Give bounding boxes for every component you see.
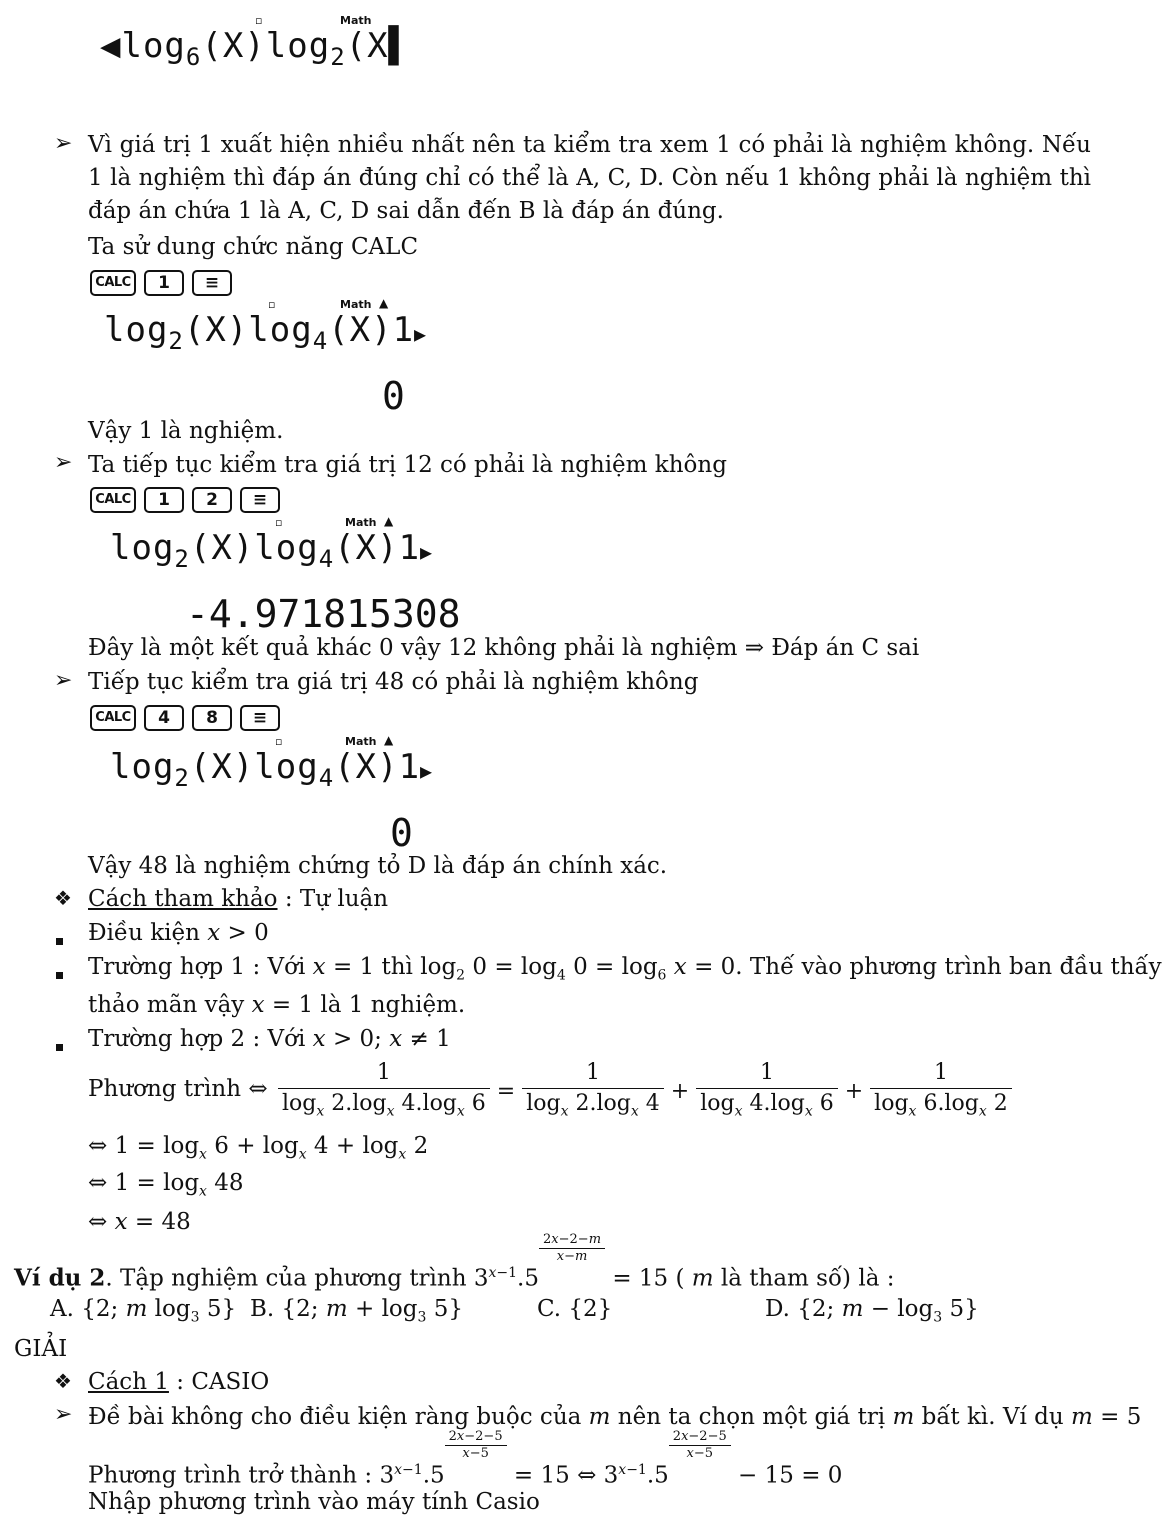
calc-key: CALC	[90, 270, 136, 296]
option-b: B. {2; $m + \log_3 5$}	[250, 1296, 463, 1326]
indicator-math: Math	[345, 735, 377, 748]
right-arrow-icon: ▶	[420, 540, 434, 564]
paragraph-5: Phương trình trở thành : $3^{x-1}.5$ $^{\frac{2x-2-5}{x-5}}$ = 15 ⇔ $3^{x-1}.5$ $^{\frac{2x-2-5}{x-5}}$ − 15 = 0	[88, 1429, 843, 1489]
up-arrow-icon: ▲	[384, 514, 394, 528]
paragraph-6: Nhập phương trình vào máy tính Casio	[88, 1489, 540, 1515]
arrow-bullet-icon: ➢	[54, 668, 73, 693]
cursor-icon: ▌	[388, 26, 411, 66]
indicator-box-icon: ▫	[268, 298, 276, 311]
square-bullet-icon	[56, 930, 63, 949]
solution-heading: GIẢI	[14, 1336, 68, 1362]
case-1-line-2: thảo mãn vậy x = 1 là 1 nghiệm.	[88, 992, 466, 1018]
indicator-math: Math	[345, 516, 377, 529]
option-d: D. {2; $m - \log_3 5$}	[765, 1296, 979, 1326]
screen-3-conclusion: Đây là một kết quả khác 0 vậy 12 không phải là nghiệm ⇒ Đáp án C sai	[88, 635, 920, 661]
reference-heading: Cách tham khảo : Tự luận	[88, 886, 389, 912]
calc-key: CALC	[90, 705, 136, 731]
condition-line: Điều kiện x > 0	[88, 920, 269, 946]
fraction-rhs-1: $\frac{1}{\log_x 2.\log_x 4}$	[522, 1058, 664, 1126]
screen-3-result: -4.971815308	[186, 592, 461, 636]
indicator-box-icon: ▫	[275, 735, 283, 748]
diamond-bullet-icon: ❖	[54, 1369, 72, 1393]
screen-4-result: 0	[390, 811, 413, 855]
key-4: 4	[144, 705, 184, 731]
equals-key: ≡	[192, 270, 232, 296]
calculator-screen-3: $\log_2(X)\log_4(X)1▶$	[110, 528, 434, 573]
arrow-bullet-icon: ➢	[54, 450, 73, 475]
key-2: 2	[192, 487, 232, 513]
right-arrow-icon: ▶	[414, 322, 428, 346]
up-arrow-icon: ▲	[379, 296, 389, 310]
fraction-rhs-3: $\frac{1}{\log_x 6.\log_x 2}$	[870, 1058, 1012, 1126]
case-2-line: Trường hợp 2 : Với x > 0; x ≠ 1	[88, 1026, 451, 1052]
key-1: 1	[144, 487, 184, 513]
equation-label: Phương trình ⇔	[88, 1076, 268, 1102]
left-arrow-icon: ◀	[100, 26, 122, 66]
key-sequence-1	[90, 270, 240, 296]
equation-step-1: ⇔ $1 = \log_x 6 + \log_x 4 + \log_x 2$	[88, 1133, 429, 1163]
key-1: 1	[144, 270, 184, 296]
screen-2-conclusion: Vậy 1 là nghiệm.	[88, 418, 284, 444]
arrow-bullet-icon: ➢	[54, 1402, 73, 1427]
equals-key: ≡	[240, 705, 280, 731]
paragraph-3: Tiếp tục kiểm tra giá trị 48 có phải là nghiệm không	[88, 669, 699, 695]
calc-intro: Ta sử dung chức năng CALC	[88, 234, 419, 260]
equation-step-3: ⇔ x = 48	[88, 1209, 191, 1235]
method-1-heading: Cách 1 : CASIO	[88, 1369, 270, 1395]
indicator-box-icon: ▫	[275, 516, 283, 529]
calc-key: CALC	[90, 487, 136, 513]
diamond-bullet-icon: ❖	[54, 886, 72, 910]
fraction-equation: $\frac{1}{\log_x 2.\log_x 4.\log_x 6}$ = $\frac{1}{\log_x 2.\log_x 4}$ + $\frac{1}{\log_x 4.\log_x 6}$ + $\frac{1}{\log_x 6.\log_x 2}$	[278, 1058, 1012, 1126]
equation-step-2: ⇔ $1 = \log_x 48$	[88, 1170, 244, 1200]
arrow-bullet-icon: ➢	[54, 131, 73, 156]
case-1-line-1: Trường hợp 1 : Với x = 1 thì $\log_2 0 = \log_4 0 = \log_6 x = 0$. Thế vào phương trình ban đầu thấy	[88, 954, 1162, 984]
fraction-rhs-2: $\frac{1}{\log_x 4.\log_x 6}$	[696, 1058, 838, 1126]
fraction-lhs: $\frac{1}{\log_x 2.\log_x 4.\log_x 6}$	[278, 1058, 490, 1126]
paragraph-1: Vì giá trị 1 xuất hiện nhiều nhất nên ta kiểm tra xem 1 có phải là nghiệm không. Nếu 1 là nghiệm thì đáp án đúng chỉ có thể là A, C, D. Còn nếu 1 không phải là nghiệm thì đáp án chứa 1 là A, C, D sai dẫn đến B là đáp án đúng.	[88, 132, 1091, 224]
square-bullet-icon	[56, 1036, 63, 1055]
equals-key: ≡	[240, 487, 280, 513]
paragraph-4: Đề bài không cho điều kiện ràng buộc của m nên ta chọn một giá trị m bất kì. Ví dụ m = 5	[88, 1404, 1142, 1430]
calculator-screen-4: $\log_2(X)\log_4(X)1▶$	[110, 747, 434, 792]
calculator-screen-1: $◀\log_6(X)\log_2(X▌$	[100, 26, 411, 71]
option-c: C. {2}	[537, 1296, 613, 1322]
key-sequence-3	[90, 705, 288, 731]
key-sequence-2	[90, 487, 288, 513]
right-arrow-icon: ▶	[420, 759, 434, 783]
indicator-math: Math	[340, 298, 372, 311]
paragraph-2: Ta tiếp tục kiểm tra giá trị 12 có phải là nghiệm không	[88, 452, 727, 478]
screen-2-result: 0	[382, 374, 405, 418]
up-arrow-icon: ▲	[384, 733, 394, 747]
example-2-line: Ví dụ 2. Tập nghiệm của phương trình $3^{x-1}.5$ $^{\frac{2x-2-m}{x-m}}$ = 15 ( m là tham số) là :	[14, 1232, 895, 1292]
indicator-math: Math	[340, 14, 372, 27]
square-bullet-icon	[56, 964, 63, 983]
indicator-box-icon: ▫	[255, 14, 263, 27]
screen-4-conclusion: Vậy 48 là nghiệm chứng tỏ D là đáp án chính xác.	[88, 853, 668, 879]
key-8: 8	[192, 705, 232, 731]
option-a: A. {2; m $\log_3 5$}	[50, 1296, 237, 1326]
calculator-screen-2: $\log_2(X)\log_4(X)1▶$	[104, 310, 428, 355]
